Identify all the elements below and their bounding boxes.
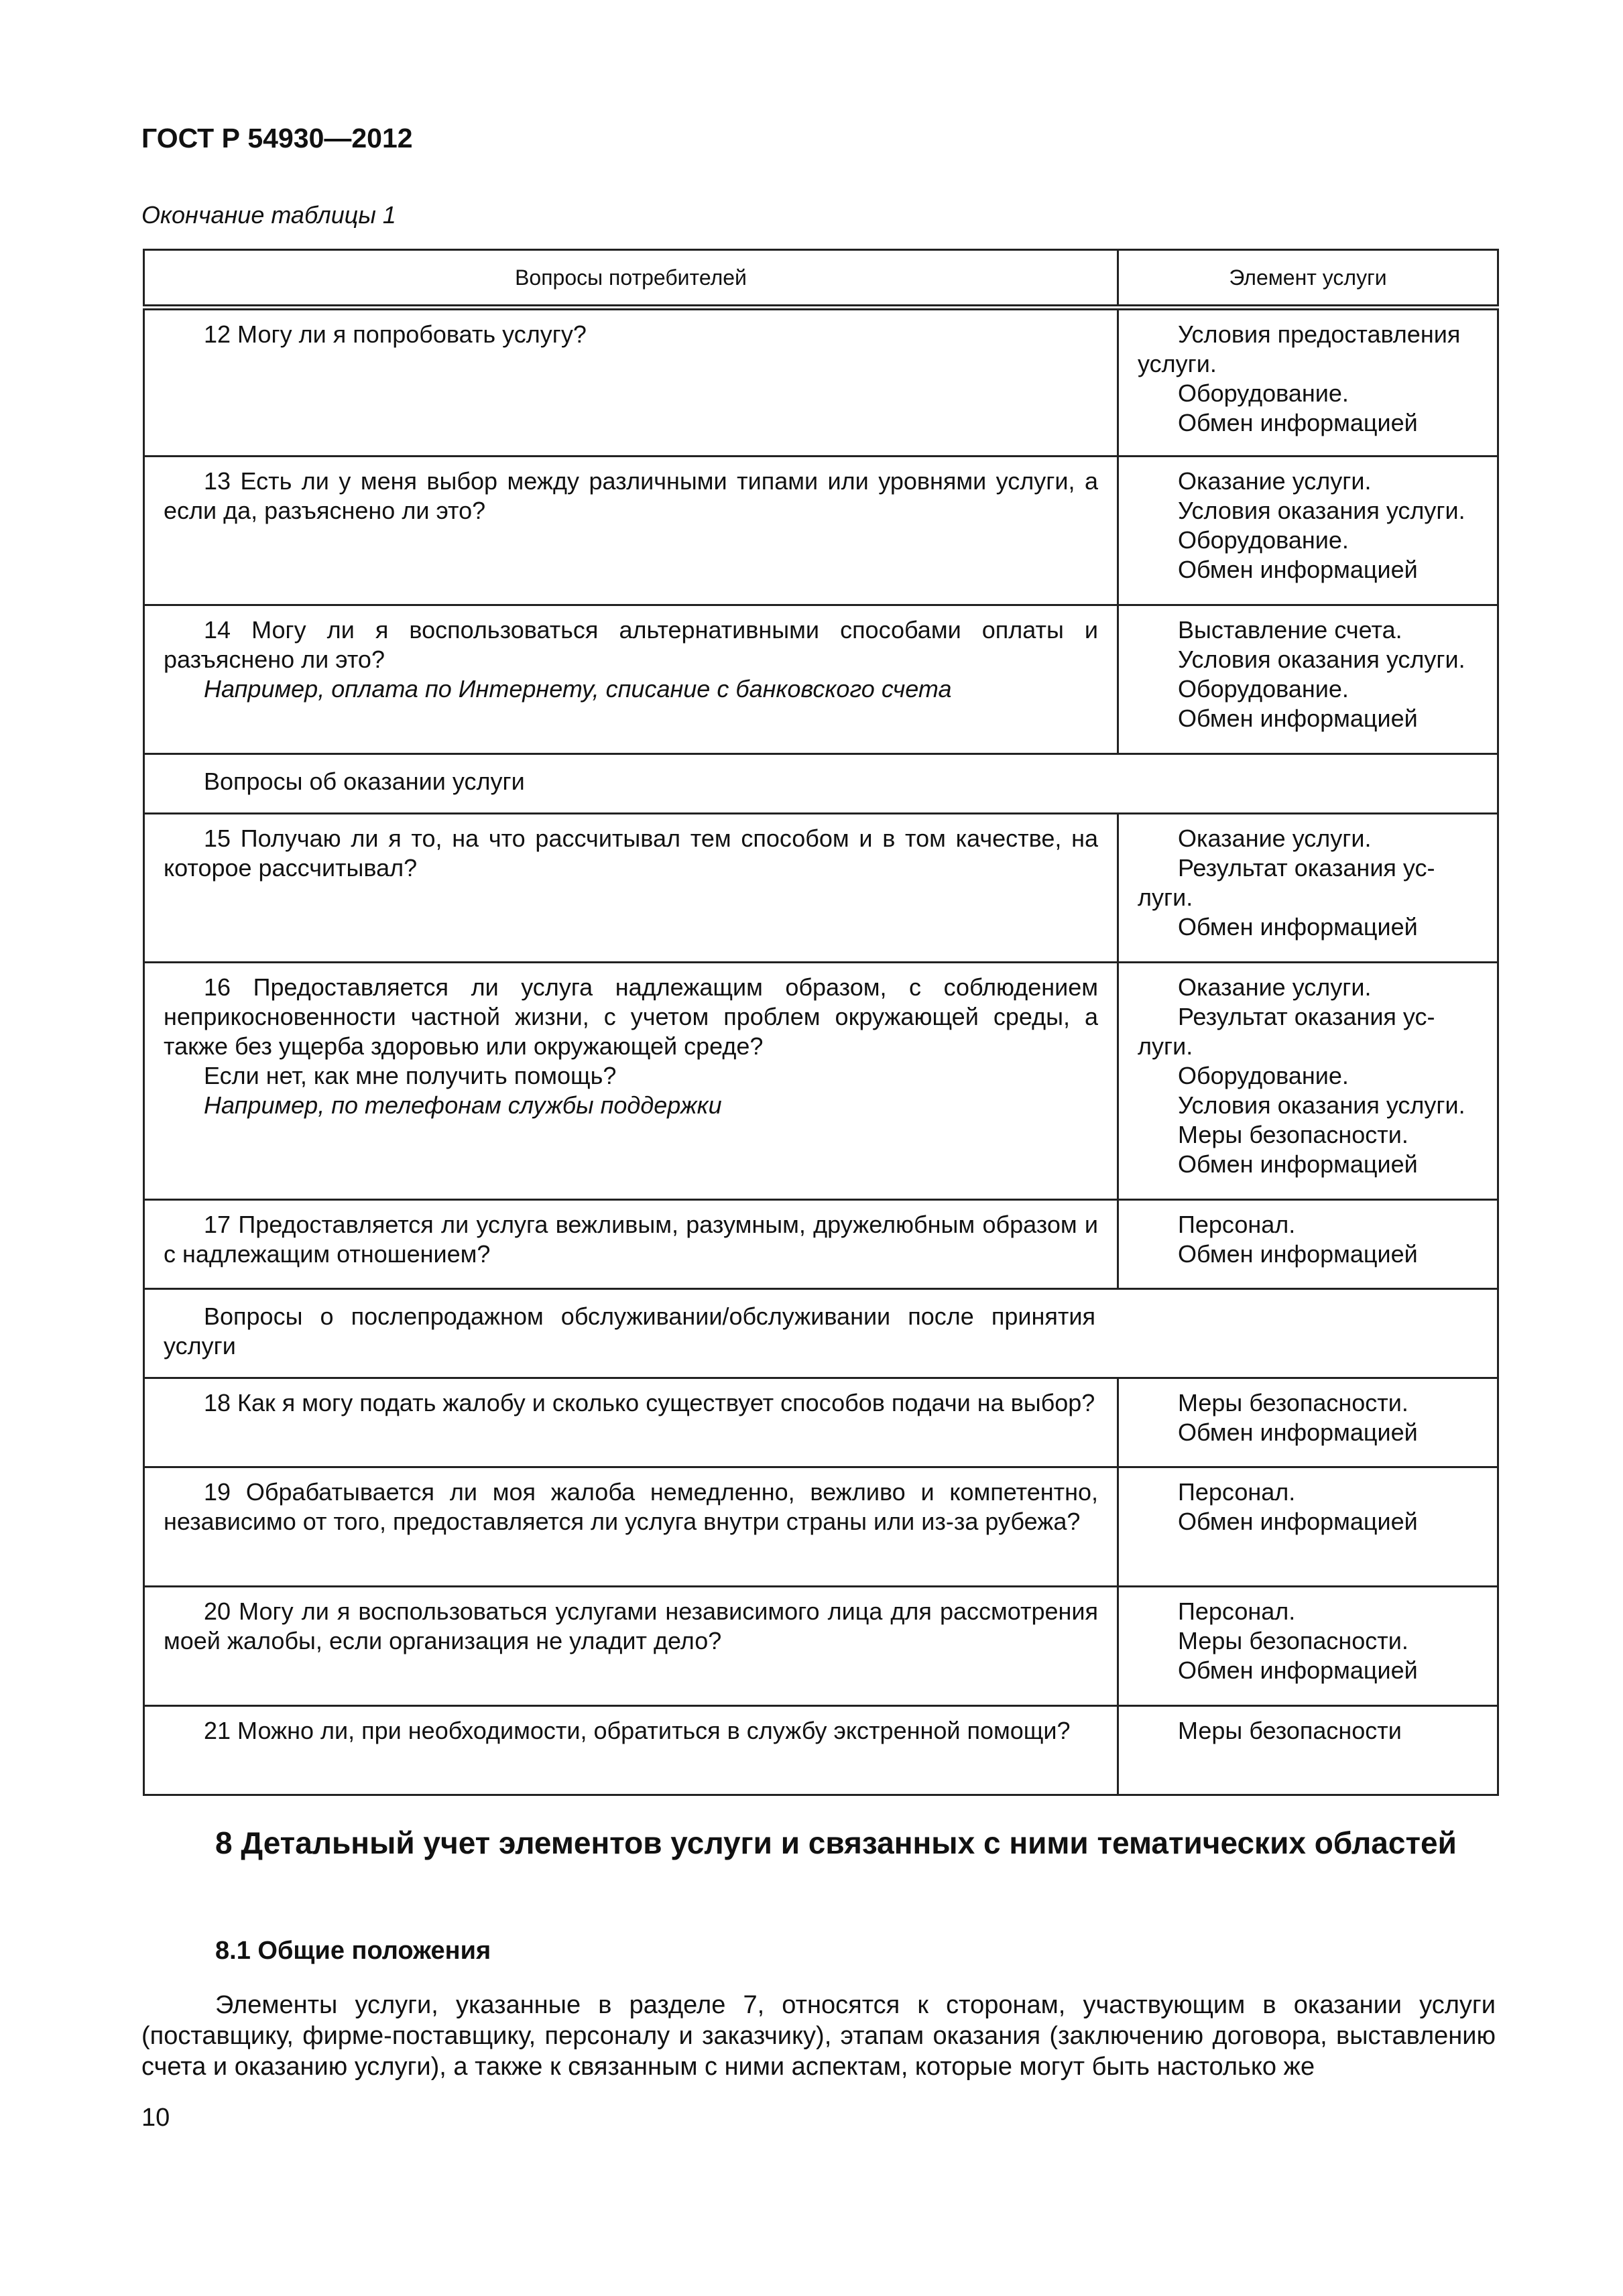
section-8-1-heading: 8.1 Общие положения xyxy=(215,1937,491,1965)
service-element-line: Условия оказания услуги. xyxy=(1178,1091,1465,1119)
question-cell xyxy=(144,1200,1118,1289)
service-element-line: услуги. xyxy=(1138,350,1217,377)
service-element-line: Оказание услуги. xyxy=(1178,467,1372,495)
service-element-cell xyxy=(1118,963,1498,1200)
service-element-line: Оборудование. xyxy=(1178,1062,1349,1089)
service-element-line: Обмен информацией xyxy=(1178,1656,1418,1684)
section-row xyxy=(144,754,1498,814)
column-header-element: Элемент услуги xyxy=(1118,250,1498,308)
service-element-cell xyxy=(1118,1706,1498,1795)
table-caption: Окончание таблицы 1 xyxy=(141,201,396,229)
question-text: 16 Предоставляется ли услуга надлежащим образом, с соблюдением неприкосновенности частной жизни, с учетом проблем окружающей среды, а также без ущерба здоровью или окружающей среде? xyxy=(164,973,1098,1060)
service-element-cell xyxy=(1118,308,1498,457)
table-row xyxy=(144,814,1498,963)
service-element-line: Выставление счета. xyxy=(1178,616,1402,644)
service-element-line: Обмен информацией xyxy=(1178,1508,1418,1535)
service-element-cell xyxy=(1118,1467,1498,1587)
table-row xyxy=(144,1706,1498,1795)
question-text: 19 Обрабатывается ли моя жалоба немедленно, вежливо и компетентно, независимо от того, предоставляется ли услуга внутри страны или из-за рубежа? xyxy=(164,1478,1098,1535)
question-text: 18 Как я могу подать жалобу и сколько существует способов подачи на выбор? xyxy=(204,1389,1095,1416)
question-example: Например, оплата по Интернету, списание с банковского счета xyxy=(204,675,952,703)
service-element-line: Персонал. xyxy=(1178,1597,1296,1625)
service-element-line: Условия оказания услуги. xyxy=(1178,497,1465,524)
service-element-line: Меры безопасности xyxy=(1178,1717,1402,1744)
service-element-line: Обмен информацией xyxy=(1178,705,1418,732)
question-cell xyxy=(144,814,1118,963)
question-text: Если нет, как мне получить помощь? xyxy=(204,1062,617,1089)
service-element-line: Обмен информацией xyxy=(1178,556,1418,583)
table-row xyxy=(144,457,1498,605)
section-title-text: Вопросы об оказании услуги xyxy=(204,768,525,795)
table-row xyxy=(144,1378,1498,1467)
service-element-line: луги. xyxy=(1138,884,1193,911)
question-cell xyxy=(144,1587,1118,1706)
paragraph-text: Элементы услуги, указанные в разделе 7, относятся к сторонам, участвующим в оказании услуги (поставщику, фирме-поставщику, персоналу и заказчику), этапам оказания (заключению договора, выставлению счета и оказанию услуги), а также к связанным с ними аспектам, которые могут быть настолько же xyxy=(141,1991,1496,2081)
service-element-cell xyxy=(1118,1587,1498,1706)
service-element-line: Меры безопасности. xyxy=(1178,1389,1408,1416)
question-text: 15 Получаю ли я то, на что рассчитывал тем способом и в том качестве, на которое рассчитывал? xyxy=(164,825,1098,882)
table-row xyxy=(144,1587,1498,1706)
table-header-row xyxy=(144,250,1498,308)
question-cell xyxy=(144,605,1118,754)
service-element-line: Обмен информацией xyxy=(1178,1240,1418,1268)
service-element-line: Меры безопасности. xyxy=(1178,1627,1408,1654)
service-element-line: Результат оказания ус- xyxy=(1178,1003,1435,1030)
service-element-cell xyxy=(1118,605,1498,754)
question-text: 14 Могу ли я воспользоваться альтернативными способами оплаты и разъяснено ли это? xyxy=(164,616,1098,673)
question-text: 21 Можно ли, при необходимости, обратиться в службу экстренной помощи? xyxy=(204,1717,1071,1744)
service-element-line: Персонал. xyxy=(1178,1211,1296,1238)
question-cell xyxy=(144,963,1118,1200)
question-cell xyxy=(144,1706,1118,1795)
questions-table xyxy=(143,249,1499,1796)
service-element-line: Оказание услуги. xyxy=(1178,825,1372,852)
service-element-line: Условия предоставления xyxy=(1178,320,1461,348)
table-row xyxy=(144,1200,1498,1289)
service-element-cell xyxy=(1118,814,1498,963)
table-body xyxy=(144,308,1498,1795)
service-element-cell xyxy=(1118,1200,1498,1289)
question-cell xyxy=(144,1378,1118,1467)
question-cell xyxy=(144,308,1118,457)
service-element-cell xyxy=(1118,1378,1498,1467)
question-text: 12 Могу ли я попробовать услугу? xyxy=(204,320,587,348)
service-element-line: Оказание услуги. xyxy=(1178,973,1372,1001)
service-element-line: Условия оказания услуги. xyxy=(1178,646,1465,673)
table-row xyxy=(144,963,1498,1200)
service-element-line: Обмен информацией xyxy=(1178,409,1418,436)
section-row xyxy=(144,1289,1498,1378)
document-id: ГОСТ Р 54930—2012 xyxy=(141,123,413,154)
service-element-line: Оборудование. xyxy=(1178,675,1349,703)
question-text: 17 Предоставляется ли услуга вежливым, разумным, дружелюбным образом и с надлежащим отношением? xyxy=(164,1211,1098,1268)
question-cell xyxy=(144,457,1118,605)
section-title xyxy=(144,1289,1498,1378)
question-example: Например, по телефонам службы поддержки xyxy=(204,1091,722,1119)
service-element-line: Меры безопасности. xyxy=(1178,1121,1408,1148)
page-number: 10 xyxy=(141,2104,170,2132)
service-element-line: Результат оказания ус- xyxy=(1178,854,1435,882)
section-8-1-paragraph xyxy=(141,1990,1496,2082)
service-element-line: Оборудование. xyxy=(1178,379,1349,407)
service-element-line: Обмен информацией xyxy=(1178,1150,1418,1178)
service-element-line: луги. xyxy=(1138,1032,1193,1060)
service-element-cell xyxy=(1118,457,1498,605)
table-row xyxy=(144,1467,1498,1587)
question-text: 20 Могу ли я воспользоваться услугами независимого лица для рассмотрения моей жалобы, если организация не уладит дело? xyxy=(164,1597,1098,1654)
table-row xyxy=(144,308,1498,457)
service-element-line: Персонал. xyxy=(1178,1478,1296,1506)
question-text: 13 Есть ли у меня выбор между различными типами или уровнями услуги, а если да, разъяснено ли это? xyxy=(164,467,1098,524)
section-title xyxy=(144,754,1498,814)
service-element-line: Обмен информацией xyxy=(1178,1418,1418,1446)
section-title-text: Вопросы о послепродажном обслуживании/обслуживании после принятия услуги xyxy=(164,1303,1095,1360)
question-cell xyxy=(144,1467,1118,1587)
service-element-line: Оборудование. xyxy=(1178,526,1349,554)
section-8-heading: 8 Детальный учет элементов услуги и связанных с ними тематических областей xyxy=(215,1825,1457,1860)
service-element-line: Обмен информацией xyxy=(1178,913,1418,941)
column-header-questions: Вопросы потребителей xyxy=(144,250,1118,308)
table-row xyxy=(144,605,1498,754)
